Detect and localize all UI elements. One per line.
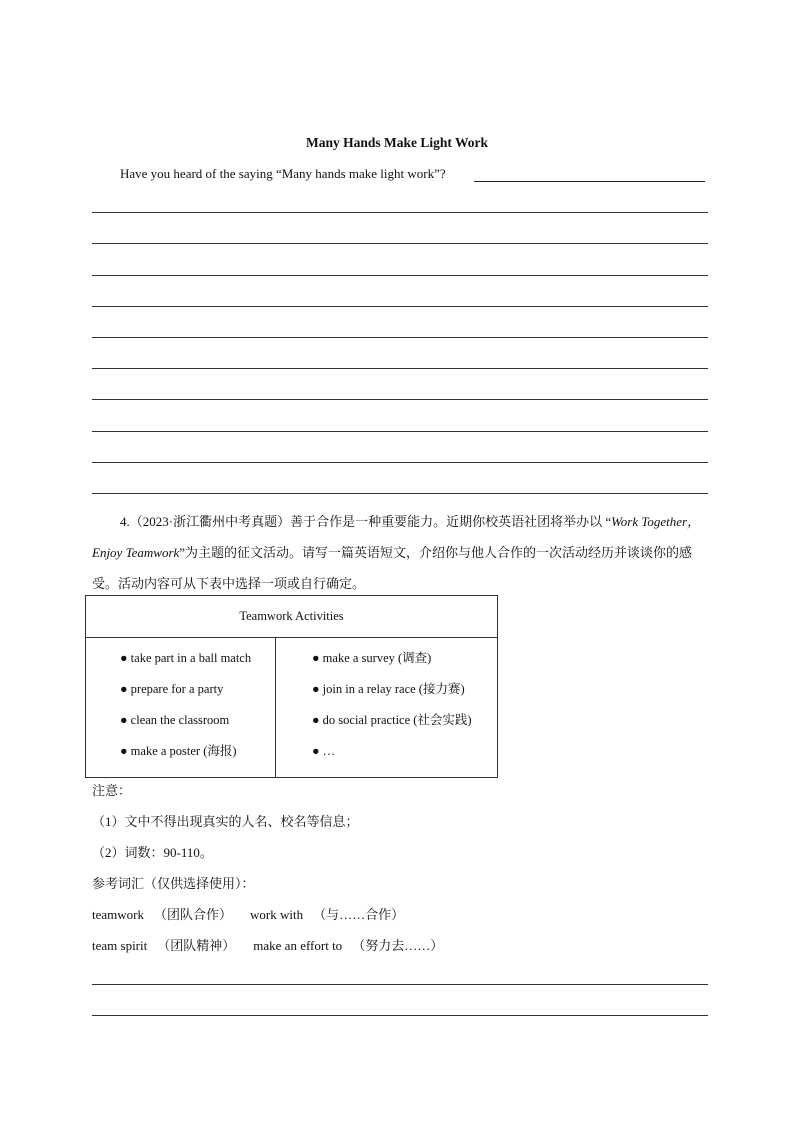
vocab-meaning: （团队精神） — [157, 938, 236, 953]
writing-line — [92, 431, 708, 432]
table-header: Teamwork Activities — [86, 596, 498, 638]
activity-item: ● … — [312, 744, 336, 758]
vocab-word: team spirit — [92, 938, 148, 953]
vocab-word: work with — [250, 907, 304, 922]
writing-line — [92, 275, 708, 276]
answer-blank — [474, 181, 705, 182]
task-text-before: 善于合作是一种重要能力。近期你校英语社团将举办以 “ — [290, 514, 612, 529]
activity-item: ● clean the classroom — [120, 713, 230, 727]
writing-line — [92, 462, 708, 463]
writing-line — [92, 337, 708, 338]
writing-line — [92, 493, 708, 494]
task-theme: Work Together，Enjoy Teamwork — [92, 514, 701, 560]
note-item: （1）文中不得出现真实的人名、校名等信息； — [92, 814, 359, 829]
activity-item: ● make a survey (调查) — [312, 651, 432, 665]
task-instructions — [92, 506, 709, 599]
writing-line — [92, 212, 708, 213]
essay-title: Many Hands Make Light Work — [305, 135, 489, 150]
writing-line — [92, 368, 708, 369]
vocab-meaning: （努力去……） — [352, 938, 444, 953]
vocab-meaning: （与……合作） — [313, 907, 405, 922]
vocab-row — [92, 936, 443, 967]
vocab-word: teamwork — [92, 907, 144, 922]
writing-line — [92, 306, 708, 307]
activity-item: ● do social practice (社会实践) — [312, 713, 472, 727]
essay-prompt: Have you heard of the saying “Many hands make light work”? — [120, 166, 446, 181]
activity-item: ● make a poster (海报) — [120, 744, 237, 758]
task-source: （2023·浙江衢州中考真题） — [129, 514, 291, 529]
vocab-heading: 参考词汇（仅供选择使用）： — [92, 876, 255, 891]
vocab-row — [92, 905, 443, 936]
activity-item: ● take part in a ball match — [120, 651, 252, 665]
writing-line — [92, 1015, 708, 1016]
writing-line — [92, 243, 708, 244]
activities-left-column — [86, 638, 276, 778]
task-number: 4. — [120, 514, 130, 529]
writing-line — [92, 399, 708, 400]
writing-line — [92, 984, 708, 985]
note-item: （2）词数：90-110。 — [92, 845, 213, 860]
activities-table — [85, 595, 498, 778]
activities-right-column — [276, 638, 498, 778]
notes-section — [92, 781, 443, 967]
vocab-word: make an effort to — [253, 938, 343, 953]
activity-item: ● join in a relay race (接力赛) — [312, 682, 465, 696]
vocab-meaning: （团队合作） — [153, 907, 232, 922]
task-text-after: ”为主题的征文活动。请写一篇英语短文，介绍你与他人合作的一次活动经历并谈谈你的感受。活动内容可从下表中选择一项或自行确定。 — [92, 545, 693, 591]
activity-item: ● prepare for a party — [120, 682, 224, 696]
notes-heading: 注意： — [92, 783, 132, 798]
